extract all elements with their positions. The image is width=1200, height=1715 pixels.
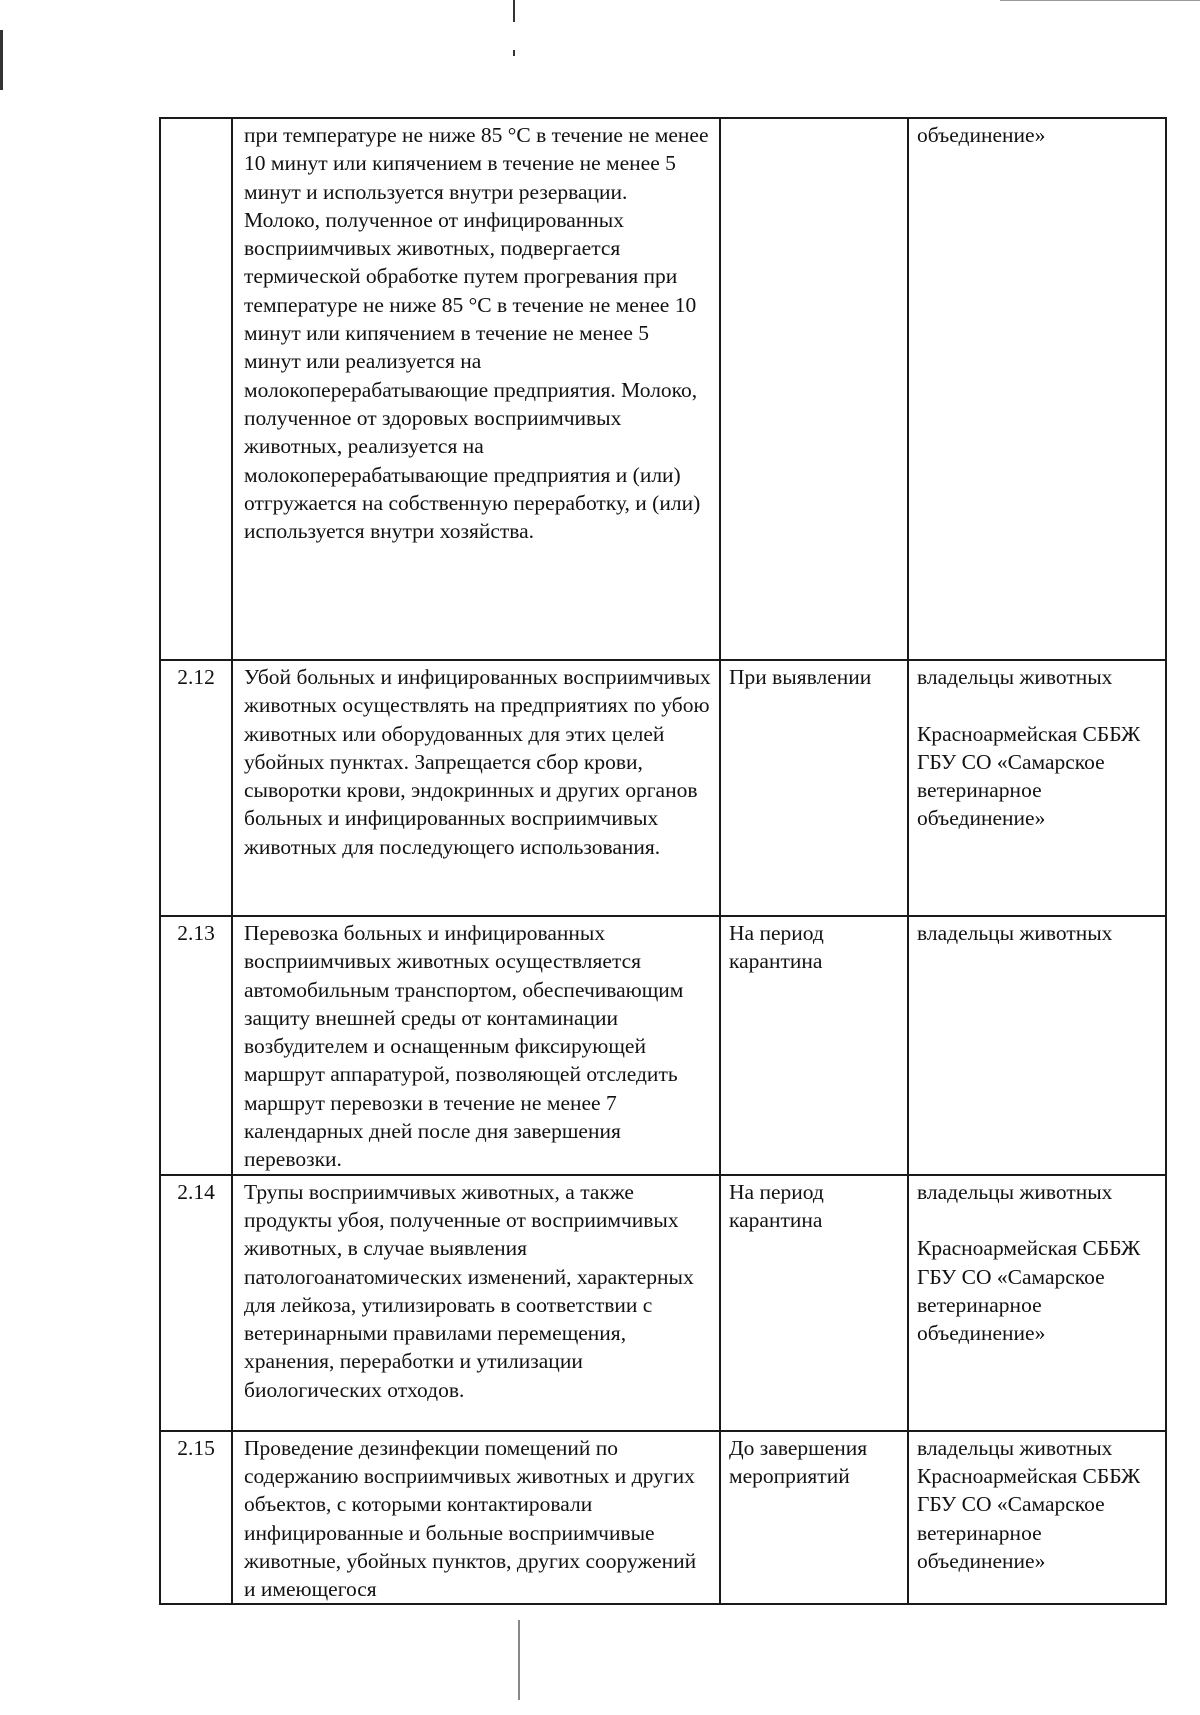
measure-description-cell (232, 916, 720, 1175)
measure-term-cell (720, 660, 908, 916)
measure-term-cell (720, 916, 908, 1175)
measure-term-cell (720, 118, 908, 660)
table-row (160, 916, 1166, 1175)
row-number-cell (160, 1431, 232, 1605)
measure-description-cell (232, 1431, 720, 1605)
table-row (160, 1175, 1166, 1431)
measure-description-cell (232, 118, 720, 660)
responsible-party: владельцы животных (917, 921, 1113, 945)
measure-description: Проведение дезинфекции помещений по содержанию восприимчивых животных и других объектов, с которыми контактировали инфицированные и больные восприимчивые животные, убойных пунктов, других сооружений и имеющегося (244, 1435, 697, 1602)
measure-description: Убой больных и инфицированных восприимчивых животных осуществлять на предприятиях по убою животных или оборудованных для этих целей убойных пунктах. Запрещается сбор крови, сыворотки крови, эндокринных и других органов больных и инфицированных восприимчивых животных для последующего использования. (244, 665, 711, 859)
measure-description: Трупы восприимчивых животных, а также продукты убоя, полученные от восприимчивых животных, в случае выявления патологоанатомических изменений, характерных для лейкоза, утилизировать в соответствии с ветеринарными правилами перемещения, хранения, переработки и утилизации биологических отходов. (244, 1179, 694, 1402)
row-number-cell (160, 1175, 232, 1431)
scan-mark-left-edge (0, 30, 3, 90)
responsible-cell (908, 1175, 1166, 1431)
measure-term: На период карантина (729, 1179, 824, 1232)
measure-term-cell (720, 1175, 908, 1431)
responsible-cell (908, 118, 1166, 660)
row-number: 2.14 (177, 1179, 215, 1204)
responsible-cell (908, 1431, 1166, 1605)
measure-term: При выявлении (729, 665, 872, 689)
scan-mark-top-center-dot (513, 50, 515, 56)
responsible-party: владельцы животных Красноармейская СББЖ ГБУ СО «Самарское ветеринарное объединение» (917, 1179, 1141, 1346)
table-row (160, 660, 1166, 916)
responsible-cell (908, 660, 1166, 916)
row-number: 2.12 (177, 665, 215, 689)
measure-term-cell (720, 1431, 908, 1605)
row-number-cell (160, 660, 232, 916)
row-number: 2.15 (177, 1435, 215, 1460)
responsible-party: владельцы животных Красноармейская СББЖ ГБУ СО «Самарское ветеринарное объединение» (917, 665, 1141, 831)
measure-description-cell (232, 660, 720, 916)
scan-mark-bottom-center (518, 1620, 520, 1700)
measure-term: До завершения мероприятий (729, 1435, 868, 1488)
measure-description-cell (232, 1175, 720, 1431)
table-row (160, 1431, 1166, 1605)
measure-description: при температуре не ниже 85 °С в течение не менее 10 минут или кипячением в течение не менее 5 минут и используется внутри резервации. Молоко, полученное от инфицированных восприимчивых животных, подвергается термической обработке путем прогревания при температуре не ниже 85 °С в течение не менее 10 минут или кипячением в течение не менее 5 минут или реализуется на молокоперерабатывающие предприятия. Молоко, полученное от здоровых восприимчивых животных, реализуется на молокоперерабатывающие предприятия и (или) отгружается на собственную переработку, и (или) используется внутри хозяйства. (244, 123, 709, 544)
measure-description: Перевозка больных и инфицированных восприимчивых животных осуществляется автомобильным транспортом, обеспечивающим защиту внешней среды от контаминации возбудителем и оснащенным фиксирующей маршрут аппаратурой, позволяющей отследить маршрут перевозки в течение не менее 7 календарных дней после дня завершения перевозки. (244, 921, 684, 1172)
scan-mark-top-right (1000, 0, 1200, 1)
responsible-cell (908, 916, 1166, 1175)
row-number-cell (160, 916, 232, 1175)
row-number: 2.13 (177, 921, 215, 945)
responsible-party: владельцы животных Красноармейская СББЖ ГБУ СО «Самарское ветеринарное объединение» (917, 1435, 1141, 1573)
row-number-cell (160, 118, 232, 660)
scan-mark-top-center (513, 0, 515, 22)
responsible-party: объединение» (917, 123, 1046, 147)
measures-table (159, 117, 1167, 1605)
table-row (160, 118, 1166, 660)
measure-term: На период карантина (729, 921, 824, 974)
